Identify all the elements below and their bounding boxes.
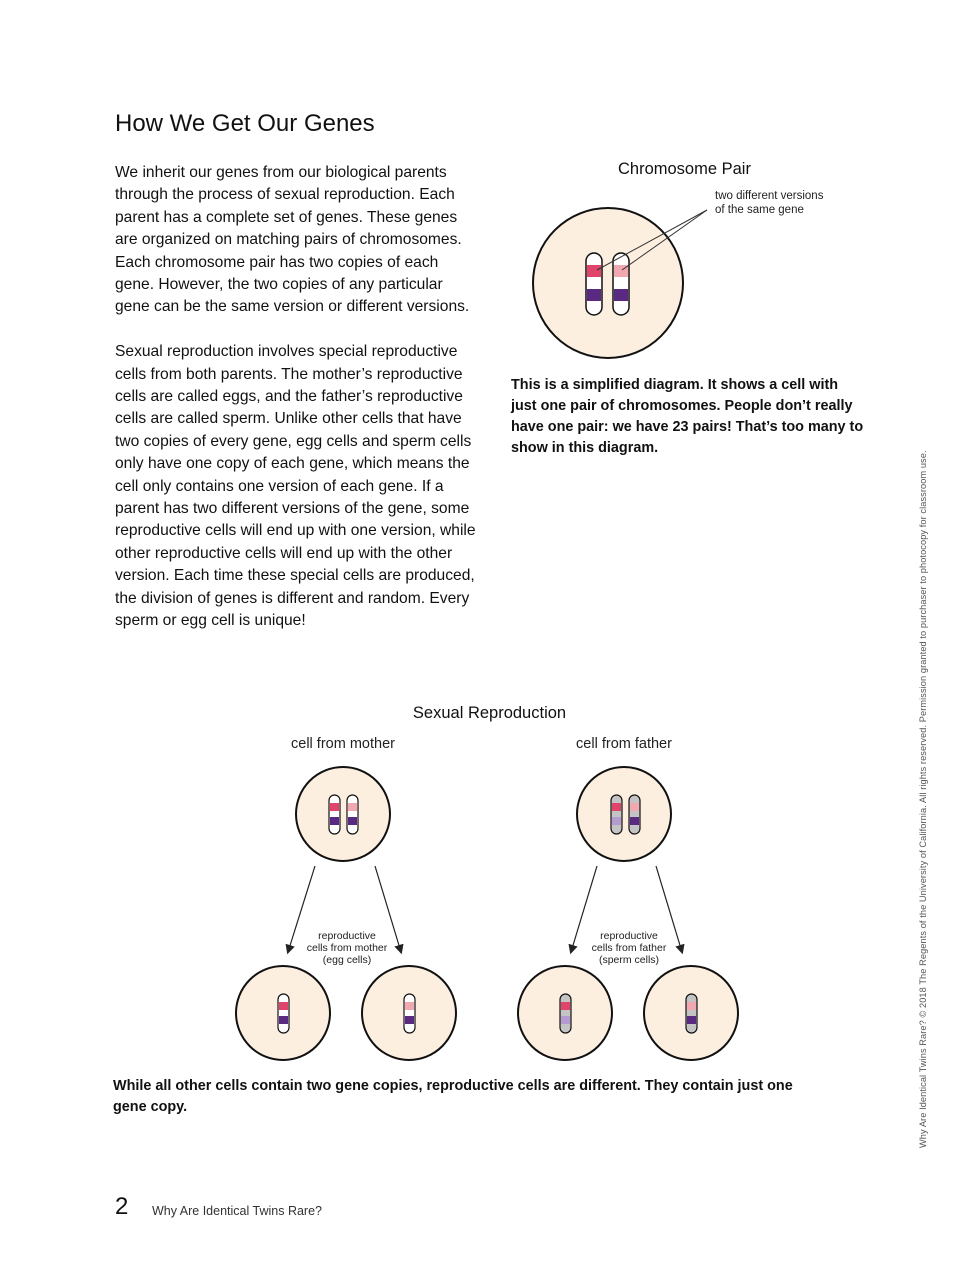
paragraph-2: Sexual reproduction involves special reproductive cells from both parents. The mother’s reproductive cells are called eggs, and the father’s reproductive cells are called sperm. Unlike other cells that have two copies of every gene, egg cells and sperm cells only have one copy of each gene, which means the cell only contains one version of each gene. If a parent has two different versions of the gene, some reproductive cells will end up with one version, while other reproductive cells will end up with the other version. Each time these special cells are produced, the division of genes is different and random. Every sperm or egg cell is unique! (115, 343, 476, 630)
copyright-side-note: Why Are Identical Twins Rare? © 2018 The Regents of the University of California. All rights reserved. Permission granted to purchaser to photocopy for classroom use. (918, 450, 928, 1148)
chromosome-right (613, 253, 629, 315)
sperm-cell-1 (518, 966, 612, 1060)
mother-cell-label: cell from mother (291, 736, 395, 752)
father-repro-label-1: reproductive (600, 930, 658, 942)
page-number: 2 (115, 1193, 129, 1220)
egg-cell-1 (236, 966, 330, 1060)
egg-cell-2 (362, 966, 456, 1060)
paragraph-1: We inherit our genes from our biological parents through the process of sexual reproduction. Each parent has a complete set of genes. These genes are organized on matching pairs of chromosomes. Each chromosome pair has two copies of each gene. However, the two copies of any particular gene can be the same version or different versions. (115, 164, 470, 316)
father-repro-label-3: (sperm cells) (598, 954, 660, 966)
sexual-reproduction-diagram (225, 730, 755, 1070)
mother-repro-label-3: (egg cells) (322, 954, 372, 966)
chromosome-pair-diagram (525, 180, 855, 370)
father-cell (577, 767, 671, 861)
sperm-cell-2 (644, 966, 738, 1060)
cell-circle (533, 208, 683, 358)
father-cell-label: cell from father (576, 736, 672, 752)
page-title: How We Get Our Genes (115, 110, 375, 137)
chromosome-pair-caption: This is a simplified diagram. It shows a cell with just one pair of chromosomes. People don’t really have one pair: we have 23 pairs! That’s too many to show in this diagram. (511, 377, 864, 456)
sexual-reproduction-title: Sexual Reproduction (412, 704, 567, 722)
chromosome-left (586, 253, 602, 315)
father-repro-label-2: cells from father (591, 942, 667, 954)
chromosome-pair-title: Chromosome Pair (618, 160, 751, 178)
annotation-line-2: of the same gene (715, 204, 804, 216)
mother-cell (296, 767, 390, 861)
running-title: Why Are Identical Twins Rare? (152, 1204, 322, 1218)
annotation-line-1: two different versions (715, 190, 824, 202)
body-text (115, 162, 477, 655)
sexual-reproduction-caption: While all other cells contain two gene copies, reproductive cells are different. They contain just one gene copy. (113, 1078, 793, 1115)
mother-repro-label-1: reproductive (318, 930, 376, 942)
mother-repro-label-2: cells from mother (306, 942, 388, 954)
